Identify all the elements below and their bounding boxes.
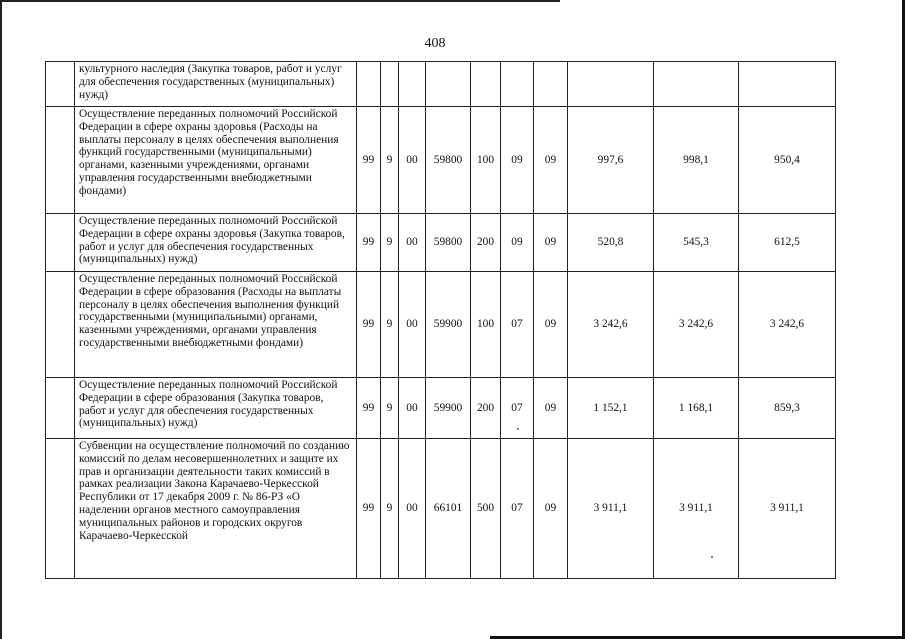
page-number: 408	[424, 36, 446, 51]
code-subprogram: 9	[381, 378, 399, 439]
row-description: Осуществление переданных полномочий Российской Федерации в сфере охраны здоровья (Закупка товаров, работ и услуг для обеспечения государственных (муниципальных) нужд)	[75, 214, 357, 272]
code-main-activity: 00	[399, 439, 426, 579]
code-direction: 59900	[426, 272, 471, 378]
row-index-cell	[46, 439, 75, 579]
code-direction	[426, 62, 471, 107]
table-row	[46, 439, 836, 579]
budget-table	[45, 61, 836, 579]
amount-year-2: 1 168,1	[654, 378, 739, 439]
row-description: Субвенции на осуществление полномочий по созданию комиссий по делам несовершеннолетних и защите их прав и организации деятельности таких комиссий в рамках реализации Закона Карачаево-Черкесской Республики от 17 декабря 2009 г. № 86-РЗ «О наделении органов местного самоуправления муниципальных районов и городских округов Карачаево-Черкесской	[75, 439, 357, 579]
row-index-cell	[46, 107, 75, 214]
code-direction: 59900	[426, 378, 471, 439]
amount-year-1: 3 911,1	[568, 439, 654, 579]
amount-year-1: 1 152,1	[568, 378, 654, 439]
code-main-activity: 00	[399, 272, 426, 378]
code-subsection: 09	[534, 272, 568, 378]
code-expense-type: 200	[471, 378, 501, 439]
code-main-activity	[399, 62, 426, 107]
code-section: 09	[501, 214, 534, 272]
code-main-activity: 00	[399, 107, 426, 214]
code-section: 07	[501, 272, 534, 378]
amount-year-2: 545,3	[654, 214, 739, 272]
code-expense-type	[471, 62, 501, 107]
amount-year-1	[568, 62, 654, 107]
code-program	[357, 62, 381, 107]
code-expense-type: 100	[471, 107, 501, 214]
code-program: 99	[357, 214, 381, 272]
code-program: 99	[357, 272, 381, 378]
amount-year-1: 997,6	[568, 107, 654, 214]
code-subsection: 09	[534, 378, 568, 439]
code-section: 07	[501, 439, 534, 579]
code-direction: 59800	[426, 214, 471, 272]
code-subprogram: 9	[381, 107, 399, 214]
code-subsection: 09	[534, 107, 568, 214]
table-row	[46, 107, 836, 214]
code-subprogram: 9	[381, 214, 399, 272]
code-program: 99	[357, 439, 381, 579]
code-section	[501, 62, 534, 107]
row-index-cell	[46, 214, 75, 272]
row-description: Осуществление переданных полномочий Российской Федерации в сфере образования (Расходы на выплаты персоналу в целях обеспечения выполнения функций государственными (муниципальными) органами, казенными учреждениями, органами управления государственными внебюджетными фондами)	[75, 272, 357, 378]
amount-year-3: 612,5	[739, 214, 836, 272]
row-index-cell	[46, 272, 75, 378]
code-expense-type: 200	[471, 214, 501, 272]
amount-year-2: 998,1	[654, 107, 739, 214]
code-subsection: 09	[534, 439, 568, 579]
row-index-cell	[46, 62, 75, 107]
code-subsection: 09	[534, 214, 568, 272]
scan-speck	[517, 428, 519, 430]
code-direction: 59800	[426, 107, 471, 214]
code-subprogram: 9	[381, 272, 399, 378]
code-direction: 66101	[426, 439, 471, 579]
row-index-cell	[46, 378, 75, 439]
amount-year-3: 3 911,1	[739, 439, 836, 579]
code-program: 99	[357, 378, 381, 439]
table-row	[46, 272, 836, 378]
code-subsection	[534, 62, 568, 107]
code-program: 99	[357, 107, 381, 214]
row-description: культурного наследия (Закупка товаров, работ и услуг для обеспечения государственных (муниципальных) нужд)	[75, 62, 357, 107]
code-section: 09	[501, 107, 534, 214]
amount-year-3: 859,3	[739, 378, 836, 439]
amount-year-1: 3 242,6	[568, 272, 654, 378]
code-expense-type: 100	[471, 272, 501, 378]
scan-border-top	[0, 0, 560, 2]
row-description: Осуществление переданных полномочий Российской Федерации в сфере образования (Закупка товаров, работ и услуг для обеспечения государственных (муниципальных) нужд)	[75, 378, 357, 439]
row-description: Осуществление переданных полномочий Российской Федерации в сфере охраны здоровья (Расходы на выплаты персоналу в целях обеспечения выполнения функций государственными (муниципальными) органами, казенными учреждениями, органами управления государственными внебюджетными фондами)	[75, 107, 357, 214]
amount-year-2: 3 911,1	[654, 439, 739, 579]
table-row	[46, 62, 836, 107]
table-row	[46, 378, 836, 439]
code-expense-type: 500	[471, 439, 501, 579]
amount-year-2	[654, 62, 739, 107]
scan-border-left	[0, 0, 2, 639]
amount-year-3	[739, 62, 836, 107]
amount-year-3: 950,4	[739, 107, 836, 214]
code-subprogram	[381, 62, 399, 107]
code-main-activity: 00	[399, 214, 426, 272]
amount-year-1: 520,8	[568, 214, 654, 272]
amount-year-3: 3 242,6	[739, 272, 836, 378]
code-main-activity: 00	[399, 378, 426, 439]
scan-speck	[711, 556, 713, 558]
table-row	[46, 214, 836, 272]
amount-year-2: 3 242,6	[654, 272, 739, 378]
code-subprogram: 9	[381, 439, 399, 579]
code-section: 07	[501, 378, 534, 439]
